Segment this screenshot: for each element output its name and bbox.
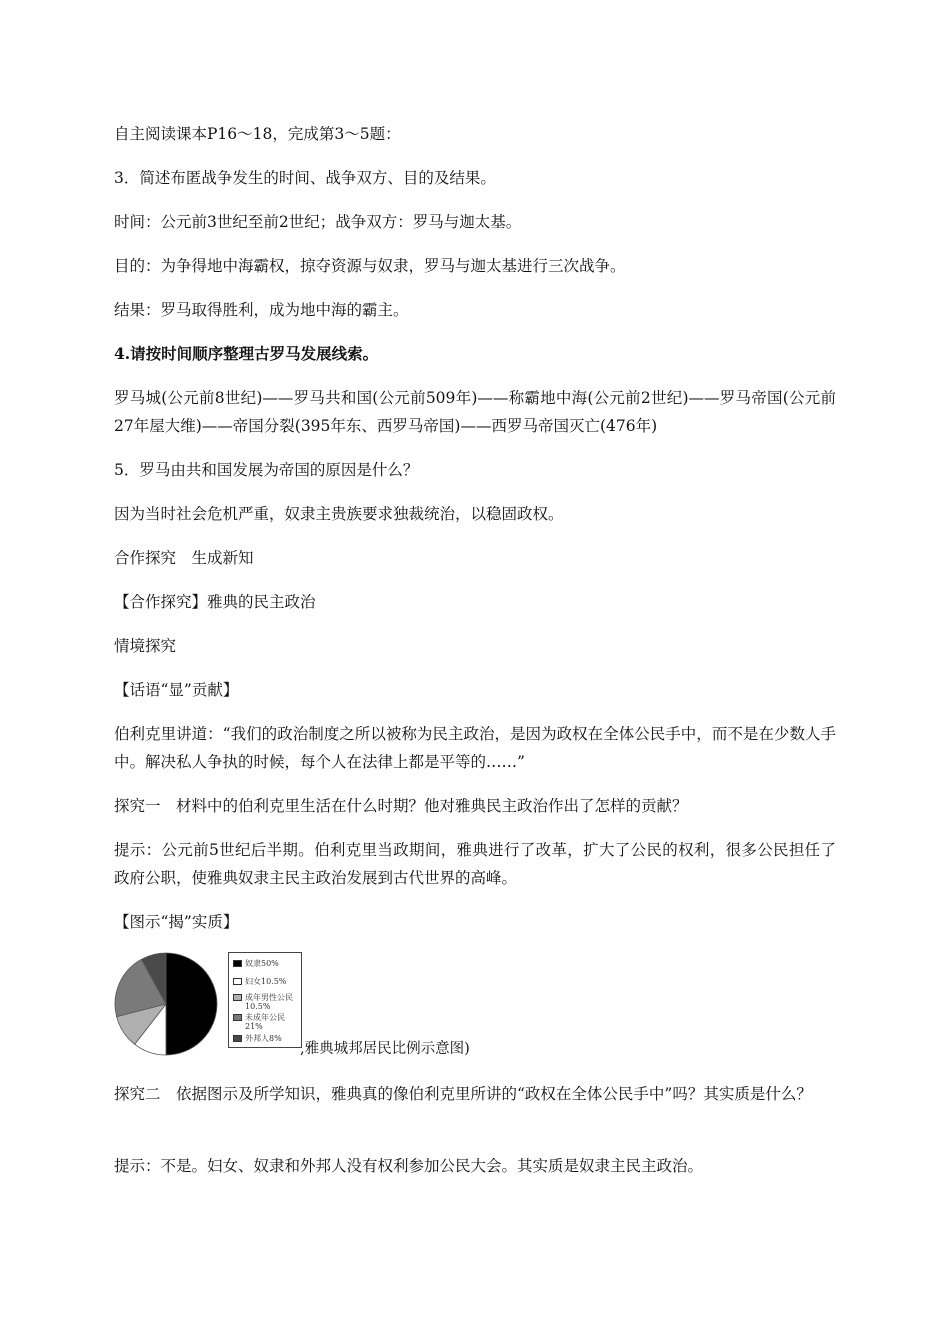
legend-label-2: 成年男性公民10.5% bbox=[245, 993, 293, 1011]
legend-label-3: 未成年公民21% bbox=[245, 1013, 285, 1031]
pie-slice-0 bbox=[166, 953, 217, 1055]
legend-item-1 bbox=[233, 977, 299, 986]
legend-item-2 bbox=[233, 993, 299, 1011]
question-3: 3．简述布匿战争发生的时间、战争双方、目的及结果。 bbox=[114, 169, 496, 187]
figure-heading: 【图示“揭”实质】 bbox=[114, 913, 239, 931]
quote-heading: 【话语“显”贡献】 bbox=[114, 681, 239, 699]
legend-swatch-0 bbox=[233, 960, 242, 967]
question-5: 5．罗马由共和国发展为帝国的原因是什么？ bbox=[114, 461, 419, 479]
question-4: 4.请按时间顺序整理古罗马发展线索。 bbox=[114, 344, 379, 363]
pie-legend bbox=[228, 952, 302, 1048]
section-heading: 合作探究 生成新知 bbox=[114, 549, 254, 567]
q4-answer: 罗马城(公元前8世纪)——罗马共和国(公元前509年)——称霸地中海(公元前2世纪)——罗马帝国(公元前27年屋大维)——帝国分裂(395年东、西罗马帝国)——西罗马帝国灭亡(476年) bbox=[114, 389, 836, 435]
explore-2: 探究二 依据图示及所学知识，雅典真的像伯利克里所讲的“政权在全体公民手中”吗？其实质是什么？ bbox=[114, 1085, 812, 1103]
hint-1: 提示：公元前5世纪后半期。伯利克里当政期间，雅典进行了改革，扩大了公民的权利，很多公民担任了政府公职，使雅典奴隶主民主政治发展到古代世界的高峰。 bbox=[114, 841, 836, 887]
legend-item-0 bbox=[233, 959, 299, 968]
legend-label-4: 外邦人8% bbox=[245, 1034, 282, 1043]
intro-line: 自主阅读课本P16～18，完成第3～5题： bbox=[114, 125, 401, 143]
q3-goal: 目的：为争得地中海霸权，掠夺资源与奴隶，罗马与迦太基进行三次战争。 bbox=[114, 257, 626, 275]
q5-answer: 因为当时社会危机严重，奴隶主贵族要求独裁统治，以稳固政权。 bbox=[114, 505, 564, 523]
population-pie-chart bbox=[114, 950, 224, 1060]
q3-result: 结果：罗马取得胜利，成为地中海的霸主。 bbox=[114, 301, 409, 319]
legend-label-0: 奴隶50% bbox=[245, 959, 279, 968]
legend-swatch-1 bbox=[233, 978, 242, 985]
legend-swatch-4 bbox=[233, 1035, 242, 1042]
legend-swatch-2 bbox=[233, 994, 242, 1001]
q3-time: 时间：公元前3世纪至前2世纪；战争双方：罗马与迦太基。 bbox=[114, 213, 522, 231]
legend-item-4 bbox=[233, 1034, 299, 1043]
explore-1: 探究一 材料中的伯利克里生活在什么时期？他对雅典民主政治作出了怎样的贡献？ bbox=[114, 797, 688, 815]
legend-item-3 bbox=[233, 1013, 299, 1031]
situation-heading: 情境探究 bbox=[114, 637, 177, 655]
topic-heading: 【合作探究】雅典的民主政治 bbox=[114, 593, 316, 611]
legend-label-1: 妇女10.5% bbox=[245, 977, 287, 986]
hint-2: 提示：不是。妇女、奴隶和外邦人没有权利参加公民大会。其实质是奴隶主民主政治。 bbox=[114, 1157, 704, 1175]
population-figure bbox=[114, 950, 534, 1060]
legend-swatch-3 bbox=[233, 1014, 242, 1021]
figure-caption: ,雅典城邦居民比例示意图) bbox=[300, 1041, 470, 1057]
pericles-quote: 伯利克里讲道：“我们的政治制度之所以被称为民主政治，是因为政权在全体公民手中，而不是在少数人手中。解决私人争执的时候，每个人在法律上都是平等的……” bbox=[114, 725, 836, 771]
